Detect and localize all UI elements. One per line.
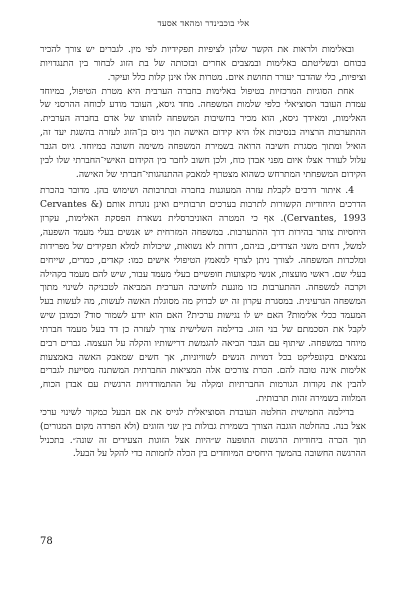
paragraph: ובאלימות ולראות את הקשר שלהן לציפיות תפקידיות לפי מין. לגברים יש צורך להכיר בכוחם ובשליטתם באלימות ובמצבים אחרים ובזכותה של בת הזוג לבחור בין התנגדויות וציפיות, כלי שהדבר יעורר תחושת איום. מטרות אלו אינן קלות כלל ועיקר. xyxy=(40,45,366,83)
page-number: 78 xyxy=(40,536,53,547)
running-head: אלי בוכבינדר ומהאד אסעד xyxy=(157,19,250,29)
body-text xyxy=(40,44,366,462)
paragraph-numbered-item: 4. איתור דרכים לקבלת עזרה המעוגנות בחברה ובתרבותה ושימוש בהן. מדובר בהכרת הדרכים היחודיות הקשורות לתרבות בערכים תרבותיים ואינן נוגדות אותם (Cervantes & Cervantes, 1993). אף כי המטרה האוניברסלית נשארת הפסקת האלימות, עקרון היחסיות צותר בהירות דרך ההתערבות. במשפחה המזרחית יש אנשים בעלי מעמד השפעה, למשל, דחים משני הצדדים, בניהם, דודות לא נשואות, שיכולות למלא תפקידים של מפרידות ומלכדות המשפחה. לצורך ניתן לצרף למאמץ הטיפולי אישים כמו: קאדים, כמרים, שייחים בעלי שם. ראשי מועצות, אנשי מקצועות חופשיים בעלי מעמד עבור, שיש להם מעמד בקהילה וקרבה למשפחה. ההתערבות כזו מונעת לחשיבה הערכית המביאה לטכניקה לשינוי מתוך המשפחה הגרעינית. במסגרת עקרון זה יש לבדוק מה מסוגלת האשה לעשות, מה לעשות בעל המעמד ככלי אלימות? האם יש לו נגישות ערכית? האם הוא יודע לשמור סוד? וכמובן שיש לקבל את הסכמתם של בני הזוג. בדילמה השלישית צורך לעזרה כן דד בעל מעמד חברתי מיוחד במשפחה. שיתוף עם הגבר הביאה להגמשת דרישותיו והקלה על העצמה. גברים רבים נמצאים בקונפליקט בכל דמויות הנשים לשוויוניות, אך חשים שמאבק האשה באמצעות אלימות אינה טובה להם. הכרת צורכים אלה המציאות החברתית המשתנה מסייעת לגברים להבין את נקודות הגורמות החברתיות ומקלה על ההתמודדויות הרגשית עם אבדן הכוח, המלווה בשמירה זהות תרבותית. xyxy=(40,186,366,405)
paragraph: אחת הסוגיות המרכזיות בטיפול באלימות בחברה הערבית היא מטרת הטיפול, במיוחד עמדת העובד הסוציאלי כלפי שלמות המשפחה. מחד גיסא, העובד מודע לכוחה ההרסני של האלימות, ומאידך גיסא, הוא מכיר בחשיבות המשפחה לזהותו של אדם בחברה הערבית. ההתערבות הרצויה בנסיבות אלו היא קידום האישה תוך גיוס בן־הזוג לעזרה בהשגת יעד זה, הואיל ומתוך מסגרת חשיבה הרואה בשמירת המשפחה משימה חשובה במיוחד. גיוס הגבר עלול לעורר אצלו איום מפני אבדן כוח, ולכן חשוב לחבר בין הקידום האישי־החברתי שלו לבין הקידום המשפחתי המתרחש כשהוא מצטרף למאבק ההתנהגותי־חברתי של האישה. xyxy=(40,86,366,180)
paragraph: בדילמה החמישית החלטה העובדת הסוציאלית לגייס את אם הבעל כמקור לשינוי ערכי אצל בנה. בהחלטה הוגבה הצורך בשמירת גבולות בין שני הזוגים (ולא הפרדה מקום המגורים) תוך הכרה ביחודיות הרגשות התופעה ש״היות אצל הזוגות הצעירים זה שונה״. בתכניל ההרגשה החשובה בהמשך היחסים המיוחדים בין הכלה לחמותה כדי להקל על הבעל. xyxy=(40,407,366,460)
